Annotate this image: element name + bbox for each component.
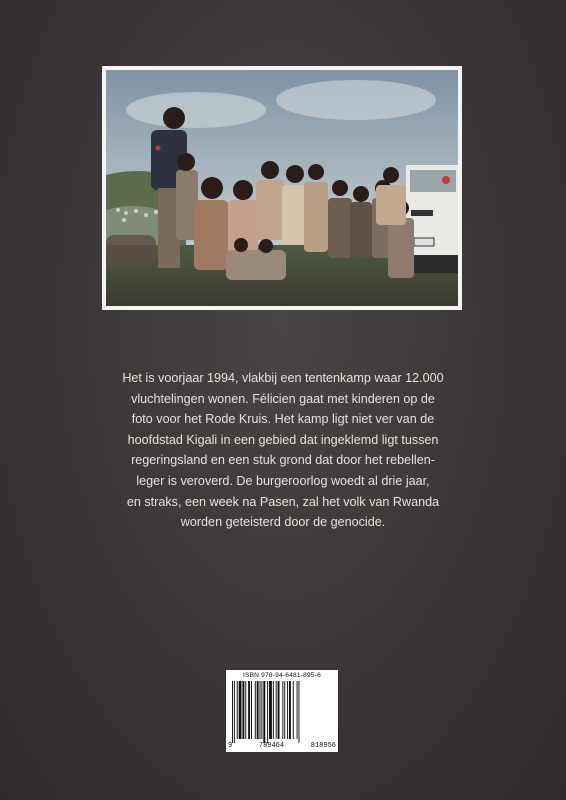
- barcode-bars: [232, 681, 332, 743]
- isbn-barcode: [226, 670, 338, 752]
- barcode-bar: [276, 681, 277, 739]
- barcode-bar: [299, 681, 300, 743]
- blurb-line: en straks, een week na Pasen, zal het volk van Rwanda: [126, 494, 440, 509]
- barcode-bar: [289, 681, 291, 739]
- blurb-line: regeringsland en een stuk grond dat door het rebellen-: [131, 453, 435, 468]
- barcode-bar: [267, 681, 268, 743]
- barcode-bar: [293, 681, 294, 739]
- barcode-bar: [239, 681, 242, 739]
- barcode-bar: [255, 681, 256, 739]
- barcode-bar: [287, 681, 288, 739]
- barcode-bar: [278, 681, 280, 739]
- barcode-bar: [260, 681, 261, 739]
- isbn-label: ISBN 978-94-6481-895-6: [242, 672, 322, 679]
- barcode-bar: [242, 681, 244, 739]
- barcode-bar: [232, 681, 233, 743]
- blurb-line: Het is voorjaar 1994, vlakbij een tentenkamp waar 12.000: [122, 371, 444, 385]
- ean-left-group: 789464: [258, 742, 285, 750]
- barcode-bar: [245, 681, 246, 739]
- back-cover-blurb: [92, 368, 474, 533]
- barcode-bar: [248, 681, 250, 739]
- barcode-bar: [261, 681, 262, 739]
- barcode-bar: [237, 681, 238, 739]
- cover-photo: [106, 70, 458, 306]
- blurb-line: hoofdstad Kigali in een gebied dat ingeklemd ligt tussen: [127, 432, 439, 447]
- ean-right-group: 818956: [310, 742, 336, 750]
- barcode-bar: [297, 681, 298, 739]
- ean-first-digit: 9: [228, 742, 233, 750]
- barcode-bar: [234, 681, 235, 743]
- barcode-bar: [263, 681, 265, 743]
- barcode-bar: [282, 681, 283, 739]
- cover-photo-frame: [102, 66, 462, 310]
- blurb-line: foto voor het Rode Kruis. Het kamp ligt niet ver van de: [131, 412, 435, 427]
- barcode-bar: [269, 681, 272, 739]
- ean-digits: [228, 742, 336, 750]
- blurb-line: worden geteisterd door de genocide.: [180, 515, 386, 530]
- blurb-line: leger is veroverd. De burgeroorlog woedt al drie jaar,: [136, 473, 430, 488]
- barcode-bar: [251, 681, 252, 739]
- barcode-bar: [284, 681, 285, 739]
- barcode-bar: [273, 681, 274, 739]
- barcode-bar: [257, 681, 259, 739]
- blurb-line: vluchtelingen wonen. Félicien gaat met kinderen op de: [131, 391, 435, 406]
